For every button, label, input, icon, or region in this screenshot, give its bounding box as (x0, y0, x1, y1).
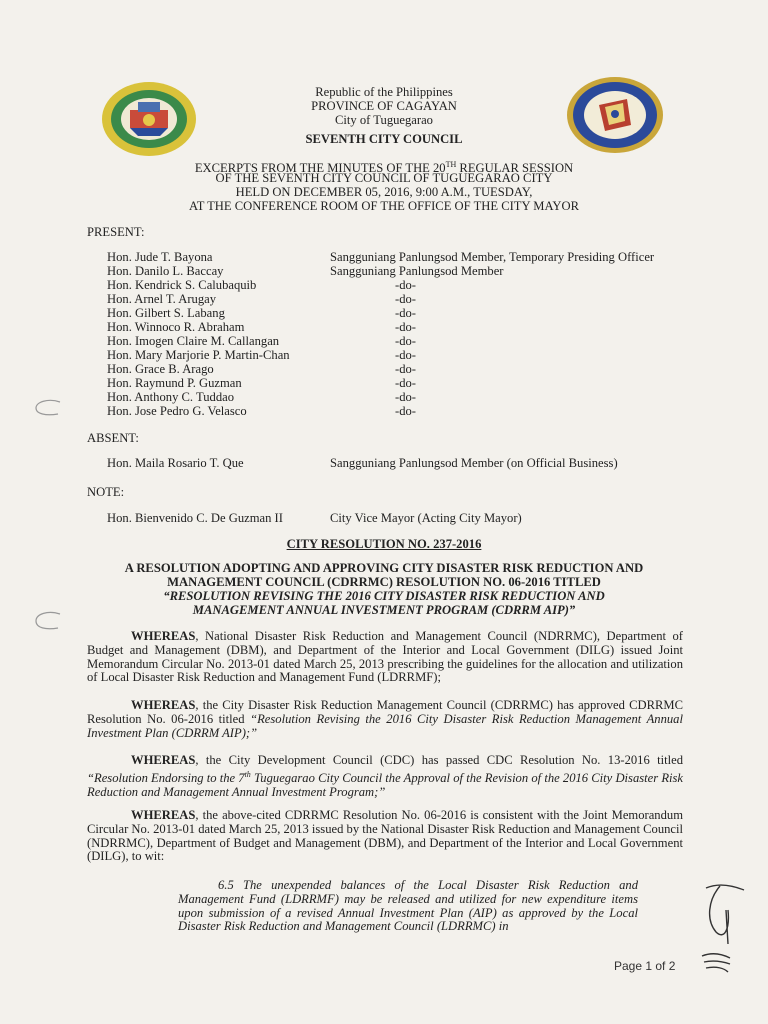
note-label: NOTE: (87, 485, 125, 499)
page-number: Page 1 of 2 (614, 959, 676, 973)
absent-role: Sangguniang Panlungsod Member (on Official Business) (330, 456, 618, 470)
member-name: Hon. Mary Marjorie P. Martin-Chan (107, 348, 290, 362)
resolution-number: CITY RESOLUTION NO. 237-2016 (286, 537, 482, 551)
resolution-title-1: A RESOLUTION ADOPTING AND APPROVING CITY DISASTER RISK REDUCTION AND (124, 561, 644, 575)
member-name: Hon. Grace B. Arago (107, 362, 214, 376)
member-name: Hon. Danilo L. Baccay (107, 264, 224, 278)
member-name: Hon. Winnoco R. Abraham (107, 320, 245, 334)
resolution-title-3: “RESOLUTION REVISING THE 2016 CITY DISASTER RISK REDUCTION AND (163, 589, 605, 603)
header-republic: Republic of the Philippines (315, 85, 453, 99)
resolution-title-2: MANAGEMENT COUNCIL (CDRRMC) RESOLUTION NO. 06-2016 TITLED (167, 575, 601, 589)
whereas-paragraph-1: WHEREAS, National Disaster Risk Reduction and Management Council (NDRRMC), Department of Budget and Management (DBM), and Department of the Interior and Local Government (DILG) issued Joint Memorandum Circular No. 2013-01 dated March 25, 2013 prescribing the guidelines for the allocation and utilization of Local Disaster Risk Reduction and Management Fund (LDRRMF); (87, 629, 683, 685)
member-role: -do- (395, 348, 416, 362)
member-name: Hon. Arnel T. Arugay (107, 292, 217, 306)
member-role: Sangguniang Panlungsod Member, Temporary Presiding Officer (330, 250, 655, 264)
quoted-provision: 6.5 The unexpended balances of the Local Disaster Risk Reduction and Management Fund (LDRRMF) may be released and utilized for new expenditure items upon submission of a revised Annual Investment Plan (AIP) as approved by the Local Disaster Risk Reduction and Management Council (LDRRMC) in (178, 878, 638, 934)
member-role: -do- (395, 376, 416, 390)
absent-name: Hon. Maila Rosario T. Que (107, 456, 244, 470)
member-name: Hon. Anthony C. Tuddao (107, 390, 235, 404)
member-name: Hon. Imogen Claire M. Callangan (107, 334, 280, 348)
present-label: PRESENT: (87, 225, 145, 239)
resolution-title-4: MANAGEMENT ANNUAL INVESTMENT PROGRAM (CDRRM AIP)” (192, 603, 576, 617)
whereas-paragraph-2: WHEREAS, the City Disaster Risk Reduction Management Council (CDRRMC) has approved CDRRMC Resolution No. 06-2016 titled “Resolution Revising the 2016 City Disaster Risk Reduction Management Annual Investment Plan (CDRRM AIP);” (87, 698, 683, 740)
whereas-paragraph-4: WHEREAS, the above-cited CDRRMC Resolution No. 06-2016 is consistent with the Joint Memorandum Circular No. 2013-01 dated March 25, 2013 issued by the National Disaster Risk Reduction and Management Council (NDRRMC), Department of Budget and Management (DBM), and Department of the Interior and Local Government (DILG), to wit: (87, 808, 683, 864)
punch-hole-mark (30, 396, 66, 420)
absent-label: ABSENT: (87, 431, 139, 445)
member-role: Sangguniang Panlungsod Member (330, 264, 504, 278)
member-name: Hon. Jude T. Bayona (107, 250, 213, 264)
note-role: City Vice Mayor (Acting City Mayor) (330, 511, 522, 525)
member-name: Hon. Kendrick S. Calubaquib (107, 278, 257, 292)
handwritten-signature-mark (698, 950, 734, 974)
member-role: -do- (395, 334, 416, 348)
member-name: Hon. Jose Pedro G. Velasco (107, 404, 247, 418)
member-role: -do- (395, 404, 416, 418)
note-name: Hon. Bienvenido C. De Guzman II (107, 511, 283, 525)
excerpt-line-1: EXCERPTS FROM THE MINUTES OF THE 20TH REGULAR SESSION (194, 160, 574, 176)
excerpt-line-3: HELD ON DECEMBER 05, 2016, 9:00 A.M., TUESDAY, (235, 185, 533, 199)
header-council: SEVENTH CITY COUNCIL (305, 132, 463, 146)
handwritten-initial-mark (700, 880, 750, 950)
punch-hole-mark (30, 608, 66, 634)
member-role: -do- (395, 306, 416, 320)
member-name: Hon. Gilbert S. Labang (107, 306, 225, 320)
header-city: City of Tuguegarao (335, 113, 433, 127)
excerpt-line-2: OF THE SEVENTH CITY COUNCIL OF TUGUEGARAO CITY (215, 171, 553, 185)
excerpt-line-4: AT THE CONFERENCE ROOM OF THE OFFICE OF THE CITY MAYOR (189, 199, 579, 213)
member-role: -do- (395, 320, 416, 334)
member-name: Hon. Raymund P. Guzman (107, 376, 242, 390)
member-role: -do- (395, 362, 416, 376)
header-province: PROVINCE OF CAGAYAN (311, 99, 457, 113)
member-role: -do- (395, 292, 416, 306)
member-role: -do- (395, 278, 416, 292)
member-role: -do- (395, 390, 416, 404)
whereas-paragraph-3: WHEREAS, the City Development Council (CDC) has passed CDC Resolution No. 13-2016 titled “Resolution Endorsing to the 7th Tuguegarao City Council the Approval of the Revision of the 2016 City Disaster Risk Reduction and Management Annual Investment Program;” (87, 753, 683, 799)
